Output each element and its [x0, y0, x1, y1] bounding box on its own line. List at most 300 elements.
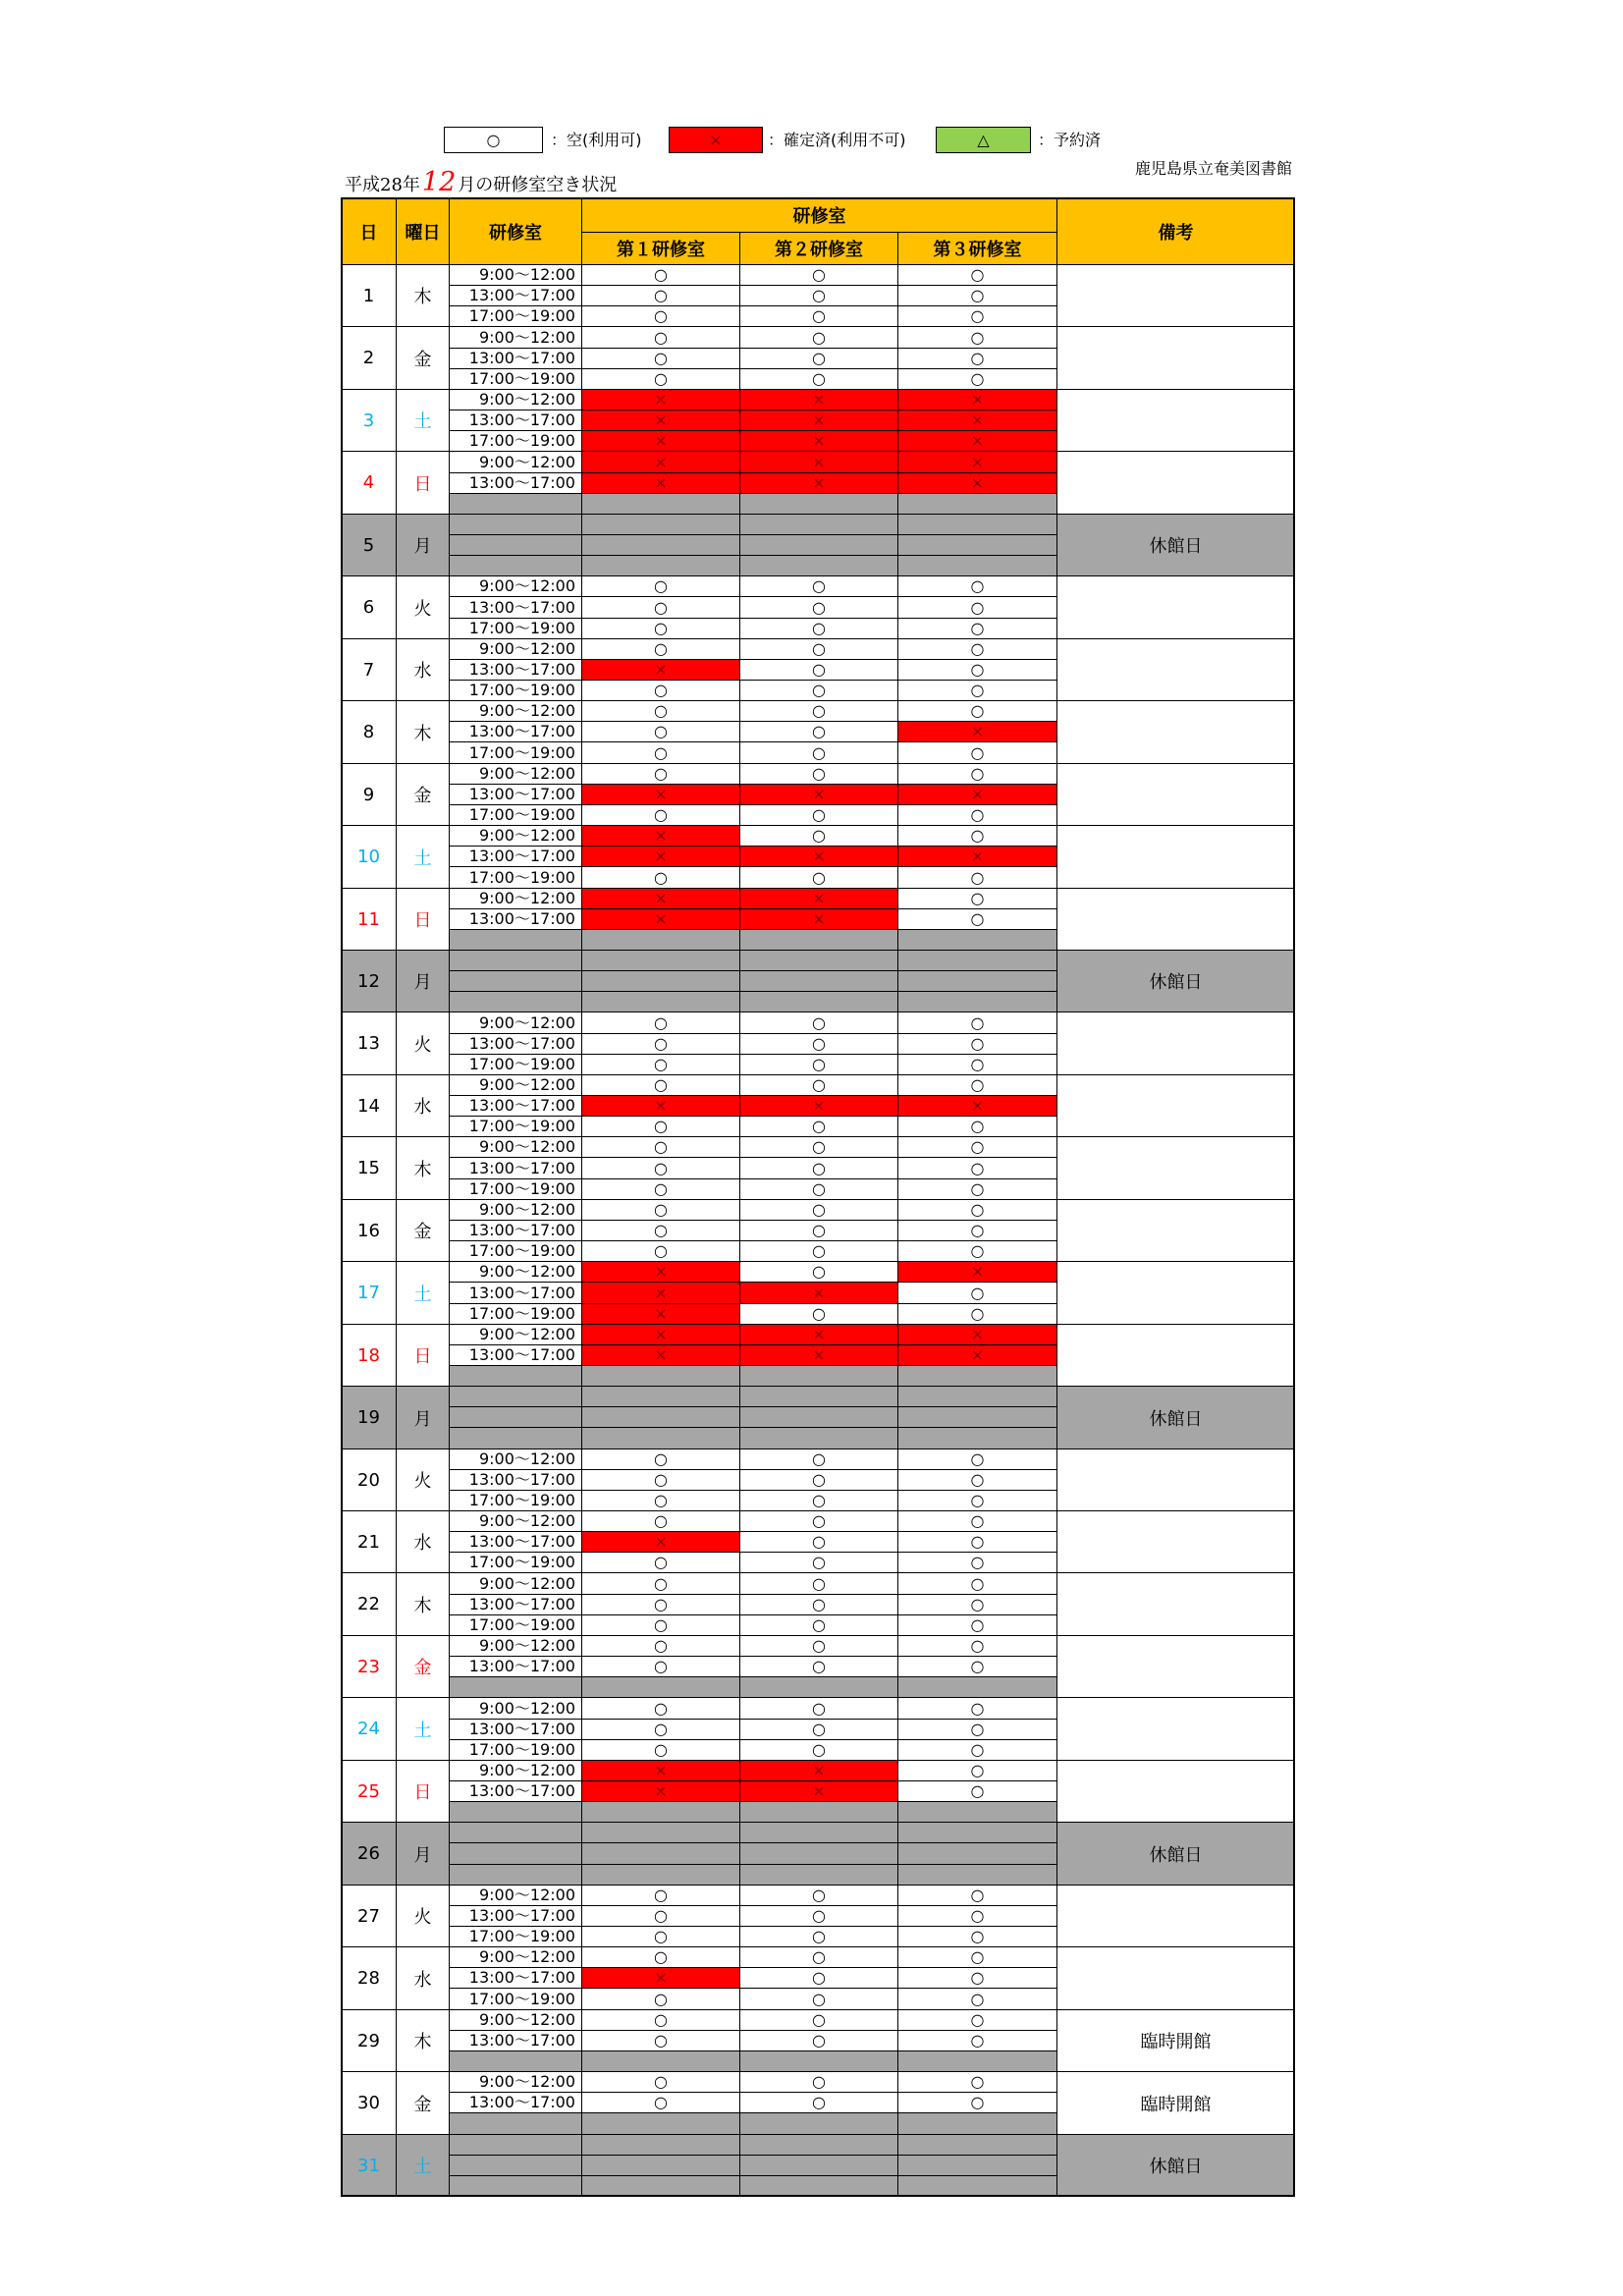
room-3-status: ○: [897, 1905, 1057, 1927]
time-slot: 9:00～12:00: [449, 700, 582, 722]
time-slot: 17:00～19:00: [449, 680, 582, 701]
unused-room-1-slot: [581, 493, 740, 515]
room-1-status: ○: [581, 741, 740, 764]
room-1-status: ○: [581, 305, 740, 327]
weekday: 日: [396, 1760, 450, 1823]
unused-time-slot: [449, 1365, 582, 1387]
remarks-cell: [1056, 1261, 1295, 1325]
room-2-status: ○: [739, 368, 898, 390]
time-slot: 9:00～12:00: [449, 1635, 582, 1657]
unused-time-slot: [449, 2050, 582, 2072]
weekday: 火: [396, 1449, 450, 1511]
room-3-status: ○: [897, 825, 1057, 847]
weekday: 水: [396, 1074, 450, 1137]
room-2-status: ○: [739, 285, 898, 306]
room-3-status: ○: [897, 596, 1057, 619]
unused-room-1-slot: [581, 1801, 740, 1823]
room-1-status: ○: [581, 2030, 740, 2051]
room-1-status: ○: [581, 1635, 740, 1657]
unused-room-1-slot: [581, 991, 740, 1012]
day-number: 21: [341, 1510, 397, 1573]
unused-time-slot: [449, 1822, 582, 1843]
room-1-status: ○: [581, 1988, 740, 2010]
unused-time-slot: [449, 2175, 582, 2197]
weekday: 月: [396, 1386, 450, 1449]
weekday: 土: [396, 825, 450, 889]
room-3-status: ○: [897, 866, 1057, 889]
time-slot: 9:00～12:00: [449, 1946, 582, 1968]
day-number: 16: [341, 1199, 397, 1262]
day-number: 2: [341, 326, 397, 390]
time-slot: 17:00～19:00: [449, 430, 582, 452]
weekday: 木: [396, 700, 450, 764]
unused-room-2-slot: [739, 2155, 898, 2176]
legend-confirmed-label: ：確定済(利用不可): [768, 131, 906, 149]
unused-time-slot: [449, 991, 582, 1012]
time-slot: 17:00～19:00: [449, 1926, 582, 1947]
room-1-status: ○: [581, 1469, 740, 1491]
room-3-status: ○: [897, 1178, 1057, 1200]
time-slot: 13:00～17:00: [449, 1033, 582, 1055]
unused-room-1-slot: [581, 1864, 740, 1886]
time-slot: 17:00～19:00: [449, 618, 582, 639]
day-number: 10: [341, 825, 397, 889]
weekday: 土: [396, 2134, 450, 2197]
time-slot: 9:00～12:00: [449, 1324, 582, 1345]
room-1-status: ○: [581, 680, 740, 701]
time-slot: 9:00～12:00: [449, 763, 582, 785]
room-3-status: ○: [897, 638, 1057, 660]
day-number: 29: [341, 2009, 397, 2072]
room-2-status: ○: [739, 700, 898, 722]
unused-room-3-slot: [897, 1406, 1057, 1428]
unused-room-2-slot: [739, 2112, 898, 2135]
room-2-status: ○: [739, 305, 898, 327]
room-2-status: ○: [739, 596, 898, 619]
time-slot: 13:00～17:00: [449, 721, 582, 742]
day-number: 15: [341, 1136, 397, 1200]
unused-room-1-slot: [581, 950, 740, 971]
remarks-cell: [1056, 1199, 1295, 1262]
title-month: 12: [421, 167, 457, 197]
day-number: 27: [341, 1885, 397, 1947]
room-1-status: ○: [581, 618, 740, 639]
room-3-status: ○: [897, 1760, 1057, 1781]
room-3-status: ○: [897, 1157, 1057, 1179]
room-1-status: ○: [581, 285, 740, 306]
time-slot: 13:00～17:00: [449, 1220, 582, 1241]
room-3-status: ○: [897, 1531, 1057, 1553]
unused-room-3-slot: [897, 2112, 1057, 2135]
unused-room-1-slot: [581, 2112, 740, 2135]
room-2-status: ×: [739, 1780, 898, 1802]
unused-time-slot: [449, 950, 582, 971]
unused-room-1-slot: [581, 929, 740, 951]
room-2-status: ○: [739, 1885, 898, 1906]
room-1-status: ○: [581, 638, 740, 660]
room-3-status: ○: [897, 1719, 1057, 1740]
time-slot: 9:00～12:00: [449, 575, 582, 597]
room-1-status: ○: [581, 264, 740, 286]
day-number: 20: [341, 1449, 397, 1511]
day-number: 30: [341, 2071, 397, 2135]
room-1-status: ×: [581, 389, 740, 410]
remarks-cell: [1056, 389, 1295, 452]
weekday: 月: [396, 1822, 450, 1886]
room-2-status: ○: [739, 638, 898, 660]
remarks-cell: [1056, 700, 1295, 764]
room-2-status: ○: [739, 1926, 898, 1947]
room-2-status: ○: [739, 1739, 898, 1761]
room-3-status: ×: [897, 389, 1057, 410]
unused-room-3-slot: [897, 1676, 1057, 1698]
day-number: 8: [341, 700, 397, 764]
unused-room-3-slot: [897, 950, 1057, 971]
remarks-cell: [1056, 1510, 1295, 1573]
time-slot: 17:00～19:00: [449, 1178, 582, 1200]
unused-room-2-slot: [739, 2050, 898, 2072]
room-1-status: ○: [581, 1199, 740, 1221]
room-2-status: ○: [739, 2009, 898, 2031]
room-2-status: ○: [739, 2030, 898, 2051]
unused-room-2-slot: [739, 1676, 898, 1698]
day-number: 6: [341, 575, 397, 639]
room-3-status: ○: [897, 1926, 1057, 1947]
room-3-status: ○: [897, 285, 1057, 306]
room-3-status: ○: [897, 1697, 1057, 1720]
room-2-status: ○: [739, 721, 898, 742]
room-3-status: ○: [897, 1011, 1057, 1034]
room-2-status: ×: [739, 1324, 898, 1345]
unused-room-3-slot: [897, 1427, 1057, 1449]
room-3-status: ○: [897, 1220, 1057, 1241]
time-slot: 13:00～17:00: [449, 1531, 582, 1553]
remarks-cell: [1056, 326, 1295, 390]
unused-room-1-slot: [581, 514, 740, 535]
header-room-3: 第３研修室: [897, 232, 1057, 265]
day-number: 31: [341, 2134, 397, 2197]
time-slot: 9:00～12:00: [449, 1697, 582, 1720]
room-1-status: ○: [581, 721, 740, 742]
room-2-status: ○: [739, 1946, 898, 1968]
room-2-status: ○: [739, 1469, 898, 1491]
time-slot: 9:00～12:00: [449, 2009, 582, 2031]
time-slot: 13:00～17:00: [449, 1719, 582, 1740]
time-slot: 9:00～12:00: [449, 1885, 582, 1906]
remarks-cell: 休館日: [1056, 2134, 1295, 2197]
time-slot: 9:00～12:00: [449, 389, 582, 410]
room-1-status: ○: [581, 1116, 740, 1137]
unused-room-3-slot: [897, 534, 1057, 556]
time-slot: 13:00～17:00: [449, 472, 582, 494]
unused-room-3-slot: [897, 493, 1057, 515]
room-2-status: ○: [739, 264, 898, 286]
unused-room-1-slot: [581, 2134, 740, 2156]
unused-room-2-slot: [739, 1427, 898, 1449]
room-1-status: ○: [581, 1074, 740, 1096]
legend-available-label: ：空(利用可): [551, 131, 642, 149]
room-1-status: ○: [581, 1946, 740, 1968]
room-2-status: ○: [739, 1303, 898, 1325]
legend-reserved-label: ：予約済: [1038, 131, 1102, 149]
time-slot: 9:00～12:00: [449, 1510, 582, 1532]
remarks-cell: [1056, 1946, 1295, 2010]
room-2-status: ×: [739, 888, 898, 909]
unused-room-2-slot: [739, 1842, 898, 1865]
unused-room-2-slot: [739, 514, 898, 535]
room-2-status: ○: [739, 659, 898, 681]
header-room-group: 研修室: [581, 197, 1057, 233]
room-2-status: ○: [739, 1220, 898, 1241]
time-slot: 9:00～12:00: [449, 264, 582, 286]
room-2-status: ○: [739, 1199, 898, 1221]
time-slot: 17:00～19:00: [449, 741, 582, 764]
room-3-status: ○: [897, 1136, 1057, 1158]
room-3-status: ○: [897, 1572, 1057, 1595]
room-3-status: ○: [897, 326, 1057, 349]
unused-room-2-slot: [739, 1864, 898, 1886]
room-2-status: ○: [739, 741, 898, 764]
room-1-status: ×: [581, 1282, 740, 1304]
legend-reserved-swatch: △: [936, 127, 1031, 153]
time-slot: 17:00～19:00: [449, 1614, 582, 1636]
time-slot: 13:00～17:00: [449, 1967, 582, 1989]
remarks-cell: [1056, 1011, 1295, 1075]
room-2-status: ○: [739, 348, 898, 369]
time-slot: 13:00～17:00: [449, 846, 582, 867]
remarks-cell: [1056, 888, 1295, 951]
unused-room-3-slot: [897, 929, 1057, 951]
unused-room-2-slot: [739, 1365, 898, 1387]
room-2-status: ○: [739, 1572, 898, 1595]
weekday: 水: [396, 1946, 450, 2010]
unused-room-3-slot: [897, 991, 1057, 1012]
room-2-status: ○: [739, 1074, 898, 1096]
room-3-status: ○: [897, 1282, 1057, 1304]
room-3-status: ×: [897, 1324, 1057, 1345]
remarks-cell: [1056, 451, 1295, 515]
time-slot: 9:00～12:00: [449, 1449, 582, 1470]
weekday: 日: [396, 451, 450, 515]
time-slot: 17:00～19:00: [449, 1303, 582, 1325]
unused-room-1-slot: [581, 2175, 740, 2197]
unused-room-3-slot: [897, 2175, 1057, 2197]
room-1-status: ×: [581, 1261, 740, 1283]
weekday: 金: [396, 326, 450, 390]
remarks-cell: 休館日: [1056, 950, 1295, 1012]
time-slot: 17:00～19:00: [449, 866, 582, 889]
day-number: 28: [341, 1946, 397, 2010]
room-2-status: ○: [739, 1116, 898, 1137]
room-1-status: ○: [581, 1572, 740, 1595]
unused-room-2-slot: [739, 950, 898, 971]
room-2-status: ×: [739, 472, 898, 494]
time-slot: 9:00～12:00: [449, 326, 582, 349]
library-name: 鹿児島県立奄美図書館: [1134, 159, 1292, 178]
weekday: 月: [396, 950, 450, 1012]
weekday: 土: [396, 1697, 450, 1761]
unused-room-1-slot: [581, 970, 740, 992]
room-3-status: ○: [897, 700, 1057, 722]
room-1-status: ○: [581, 2071, 740, 2093]
room-1-status: ○: [581, 1926, 740, 1947]
room-3-status: ○: [897, 1449, 1057, 1470]
unused-time-slot: [449, 1676, 582, 1698]
room-2-status: ×: [739, 1760, 898, 1781]
room-1-status: ○: [581, 596, 740, 619]
unused-time-slot: [449, 514, 582, 535]
unused-time-slot: [449, 1427, 582, 1449]
remarks-cell: [1056, 763, 1295, 826]
unused-room-1-slot: [581, 2155, 740, 2176]
room-2-status: ×: [739, 1282, 898, 1304]
unused-room-2-slot: [739, 555, 898, 576]
room-2-status: ○: [739, 1490, 898, 1511]
time-slot: 9:00～12:00: [449, 825, 582, 847]
remarks-cell: [1056, 1449, 1295, 1511]
day-number: 4: [341, 451, 397, 515]
room-2-status: ○: [739, 1635, 898, 1657]
room-1-status: ○: [581, 326, 740, 349]
unused-room-2-slot: [739, 929, 898, 951]
room-3-status: ○: [897, 1946, 1057, 1968]
room-3-status: ○: [897, 618, 1057, 639]
room-2-status: ○: [739, 866, 898, 889]
room-3-status: ○: [897, 888, 1057, 909]
room-3-status: ○: [897, 1490, 1057, 1511]
unused-room-2-slot: [739, 1801, 898, 1823]
day-number: 12: [341, 950, 397, 1012]
room-1-status: ○: [581, 1614, 740, 1636]
room-3-status: ○: [897, 1635, 1057, 1657]
weekday: 火: [396, 1011, 450, 1075]
time-slot: 13:00～17:00: [449, 908, 582, 930]
weekday: 金: [396, 1635, 450, 1698]
unused-time-slot: [449, 929, 582, 951]
header-weekday: 曜日: [396, 197, 450, 265]
time-slot: 13:00～17:00: [449, 784, 582, 805]
room-3-status: ○: [897, 1594, 1057, 1615]
weekday: 火: [396, 575, 450, 639]
unused-room-3-slot: [897, 1365, 1057, 1387]
room-1-status: ○: [581, 1905, 740, 1927]
title-suffix: 月の研修室空き状況: [458, 175, 618, 195]
room-1-status: ○: [581, 1220, 740, 1241]
time-slot: 17:00～19:00: [449, 1490, 582, 1511]
legend-confirmed-swatch: ×: [669, 127, 763, 153]
room-1-status: ○: [581, 2092, 740, 2113]
day-number: 7: [341, 638, 397, 701]
weekday: 木: [396, 1136, 450, 1200]
room-3-status: ○: [897, 1739, 1057, 1761]
room-1-status: ○: [581, 1697, 740, 1720]
room-1-status: ×: [581, 659, 740, 681]
room-3-status: ×: [897, 410, 1057, 431]
remarks-cell: [1056, 1572, 1295, 1636]
room-2-status: ×: [739, 389, 898, 410]
room-1-status: ×: [581, 472, 740, 494]
remarks-cell: [1056, 825, 1295, 889]
header-remarks: 備考: [1056, 197, 1295, 265]
room-1-status: ○: [581, 866, 740, 889]
room-3-status: ○: [897, 680, 1057, 701]
time-slot: 9:00～12:00: [449, 1074, 582, 1096]
room-2-status: ○: [739, 1261, 898, 1283]
weekday: 月: [396, 514, 450, 576]
room-1-status: ×: [581, 784, 740, 805]
time-slot: 13:00～17:00: [449, 659, 582, 681]
room-3-status: ○: [897, 763, 1057, 785]
unused-time-slot: [449, 1386, 582, 1407]
weekday: 日: [396, 888, 450, 951]
header-room-1: 第１研修室: [581, 232, 740, 265]
time-slot: 13:00～17:00: [449, 1780, 582, 1802]
remarks-cell: [1056, 638, 1295, 701]
room-3-status: ○: [897, 2092, 1057, 2113]
room-2-status: ×: [739, 908, 898, 930]
weekday: 金: [396, 1199, 450, 1262]
unused-room-1-slot: [581, 1427, 740, 1449]
day-number: 17: [341, 1261, 397, 1325]
day-number: 9: [341, 763, 397, 826]
day-number: 26: [341, 1822, 397, 1886]
weekday: 水: [396, 1510, 450, 1573]
room-2-status: ○: [739, 1594, 898, 1615]
room-1-status: ×: [581, 908, 740, 930]
unused-time-slot: [449, 1842, 582, 1865]
unused-time-slot: [449, 493, 582, 515]
room-3-status: ○: [897, 264, 1057, 286]
remarks-cell: [1056, 575, 1295, 639]
header-room-2: 第２研修室: [739, 232, 898, 265]
room-1-status: ○: [581, 2009, 740, 2031]
day-number: 22: [341, 1572, 397, 1636]
room-3-status: ○: [897, 2030, 1057, 2051]
room-2-status: ○: [739, 1178, 898, 1200]
room-1-status: ○: [581, 575, 740, 597]
header-time: 研修室: [449, 197, 582, 265]
unused-time-slot: [449, 970, 582, 992]
room-3-status: ○: [897, 1199, 1057, 1221]
day-number: 18: [341, 1324, 397, 1387]
room-3-status: ○: [897, 1116, 1057, 1137]
room-2-status: ○: [739, 1614, 898, 1636]
day-number: 13: [341, 1011, 397, 1075]
time-slot: 13:00～17:00: [449, 1469, 582, 1491]
unused-room-3-slot: [897, 1386, 1057, 1407]
room-1-status: ×: [581, 1760, 740, 1781]
remarks-cell: [1056, 1136, 1295, 1200]
day-number: 24: [341, 1697, 397, 1761]
room-2-status: ○: [739, 680, 898, 701]
room-2-status: ○: [739, 1967, 898, 1989]
room-1-status: ○: [581, 348, 740, 369]
room-2-status: ○: [739, 575, 898, 597]
room-3-status: ○: [897, 1552, 1057, 1573]
time-slot: 9:00～12:00: [449, 1572, 582, 1595]
time-slot: 17:00～19:00: [449, 368, 582, 390]
weekday: 木: [396, 2009, 450, 2072]
unused-room-1-slot: [581, 1842, 740, 1865]
unused-room-3-slot: [897, 555, 1057, 576]
legend-available-swatch: ○: [444, 127, 543, 153]
room-3-status: ○: [897, 741, 1057, 764]
remarks-cell: [1056, 1074, 1295, 1137]
day-number: 14: [341, 1074, 397, 1137]
remarks-cell: 休館日: [1056, 1822, 1295, 1886]
room-3-status: ×: [897, 430, 1057, 452]
remarks-cell: [1056, 1760, 1295, 1823]
